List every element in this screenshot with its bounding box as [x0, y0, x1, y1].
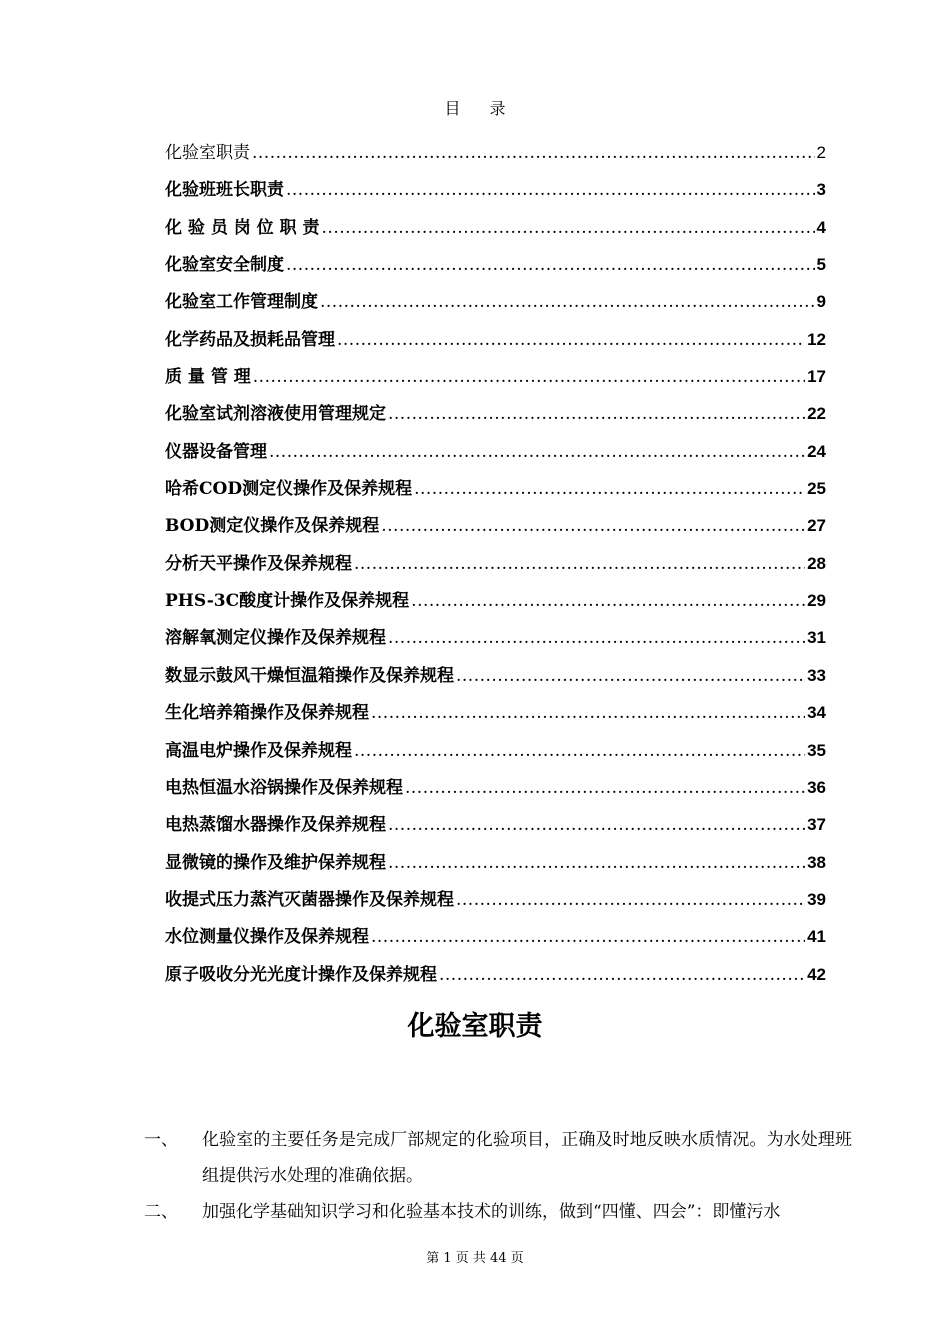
table-of-contents: [165, 134, 826, 993]
duty-number: 一、: [144, 1130, 178, 1150]
toc-entry-label: 电热蒸馏水器操作及保养规程: [165, 815, 386, 836]
toc-entry[interactable]: [165, 209, 826, 246]
section-heading: 化验室职责: [407, 1011, 543, 1042]
toc-entry-page: 27: [807, 516, 826, 536]
toc-entry-page: 29: [807, 591, 826, 611]
toc-entry[interactable]: [165, 470, 826, 507]
toc-leader-dots: [388, 845, 805, 882]
toc-leader-dots: [371, 919, 805, 956]
duty-text: 化验室的主要任务是完成厂部规定的化验项目，正确及时地反映水质情况。为水处理班组提供污水处理的准确依据。: [202, 1130, 852, 1186]
toc-leader-dots: [354, 733, 805, 770]
toc-entry[interactable]: [165, 844, 826, 881]
toc-entry-page: 12: [807, 329, 826, 349]
toc-entry-page: 24: [807, 441, 826, 461]
toc-entry-label: 电热恒温水浴锅操作及保养规程: [165, 777, 403, 798]
duty-text: 加强化学基础知识学习和化验基本技术的训练，做到“四懂、四会”：即懂污水: [202, 1202, 781, 1222]
duty-item: [140, 1194, 852, 1230]
toc-entry-page: 22: [807, 404, 826, 424]
toc-entry-label: 化 验 员 岗 位 职 责: [165, 217, 320, 238]
toc-entry-page: 41: [807, 927, 826, 947]
toc-entry-label: 化验室安全制度: [165, 255, 284, 276]
toc-leader-dots: [456, 882, 805, 919]
toc-leader-dots: [252, 135, 815, 172]
toc-entry[interactable]: [165, 881, 826, 918]
toc-entry-label: 溶解氧测定仪操作及保养规程: [165, 628, 386, 649]
toc-leader-dots: [381, 508, 805, 545]
toc-entry-page: 39: [807, 889, 826, 909]
toc-leader-dots: [414, 471, 805, 508]
toc-leader-dots: [286, 172, 815, 209]
toc-entry-label: 化学药品及损耗品管理: [165, 329, 335, 350]
toc-leader-dots: [456, 658, 805, 695]
toc-entry-page: 3: [816, 180, 826, 200]
toc-entry[interactable]: [165, 918, 826, 955]
toc-entry-page: 17: [807, 367, 826, 387]
toc-title: 目 录: [444, 99, 518, 118]
toc-entry-label: 化验室试剂溶液使用管理规定: [165, 404, 386, 425]
toc-entry-page: 31: [807, 628, 826, 648]
toc-entry-page: 2: [816, 143, 826, 162]
toc-entry[interactable]: [165, 283, 826, 320]
toc-entry-label: 水位测量仪操作及保养规程: [165, 927, 369, 948]
toc-entry-label: 数显示鼓风干燥恒温箱操作及保养规程: [165, 665, 454, 686]
toc-entry-label: 化验室工作管理制度: [165, 292, 318, 313]
toc-leader-dots: [322, 210, 815, 247]
toc-entry[interactable]: [165, 545, 826, 582]
toc-entry[interactable]: [165, 433, 826, 470]
toc-entry[interactable]: [165, 395, 826, 432]
toc-entry-label: 收提式压力蒸汽灭菌器操作及保养规程: [165, 889, 454, 910]
toc-leader-dots: [371, 695, 805, 732]
toc-entry[interactable]: [165, 507, 826, 544]
toc-leader-dots: [253, 359, 805, 396]
toc-leader-dots: [411, 583, 805, 620]
toc-entry-label: 原子吸收分光光度计操作及保养规程: [165, 964, 437, 985]
toc-leader-dots: [269, 434, 805, 471]
toc-entry-label: 哈希COD测定仪操作及保养规程: [165, 479, 413, 500]
toc-entry-page: 36: [807, 777, 826, 797]
toc-entry[interactable]: [165, 134, 826, 171]
toc-entry-page: 38: [807, 852, 826, 872]
toc-entry[interactable]: [165, 769, 826, 806]
toc-entry-label: 显微镜的操作及维护保养规程: [165, 852, 386, 873]
toc-entry[interactable]: [165, 321, 826, 358]
toc-entry-label: BOD测定仪操作及保养规程: [165, 516, 380, 537]
toc-leader-dots: [354, 546, 805, 583]
toc-entry-label: 质 量 管 理: [165, 367, 251, 388]
toc-leader-dots: [439, 957, 805, 994]
toc-entry-page: 33: [807, 665, 826, 685]
toc-entry-label: 化验室职责: [165, 143, 250, 163]
toc-entry-page: 37: [807, 815, 826, 835]
toc-entry[interactable]: [165, 358, 826, 395]
duty-number: 二、: [144, 1202, 178, 1222]
toc-entry-page: 5: [816, 255, 826, 275]
toc-entry[interactable]: [165, 694, 826, 731]
toc-entry-label: 生化培养箱操作及保养规程: [165, 703, 369, 724]
toc-leader-dots: [337, 322, 805, 359]
toc-entry-label: 分析天平操作及保养规程: [165, 553, 352, 574]
toc-leader-dots: [320, 284, 815, 321]
toc-leader-dots: [286, 247, 815, 284]
toc-leader-dots: [388, 807, 805, 844]
toc-entry-label: PHS-3C酸度计操作及保养规程: [165, 591, 410, 612]
duty-list: [140, 1122, 852, 1230]
toc-entry-page: 34: [807, 703, 826, 723]
toc-leader-dots: [388, 620, 805, 657]
toc-entry[interactable]: [165, 732, 826, 769]
toc-entry[interactable]: [165, 657, 826, 694]
toc-entry[interactable]: [165, 582, 826, 619]
toc-entry-label: 高温电炉操作及保养规程: [165, 740, 352, 761]
toc-entry[interactable]: [165, 806, 826, 843]
toc-entry-page: 35: [807, 740, 826, 760]
toc-entry-page: 42: [807, 964, 826, 984]
toc-entry-label: 化验班班长职责: [165, 180, 284, 201]
toc-entry[interactable]: [165, 956, 826, 993]
toc-entry[interactable]: [165, 619, 826, 656]
toc-entry[interactable]: [165, 246, 826, 283]
toc-entry-page: 25: [807, 479, 826, 499]
toc-entry-page: 28: [807, 553, 826, 573]
toc-leader-dots: [388, 396, 805, 433]
toc-leader-dots: [405, 770, 805, 807]
toc-entry-label: 仪器设备管理: [165, 441, 267, 462]
toc-entry-page: 4: [816, 217, 826, 237]
page-footer: 第 1 页 共 44 页: [426, 1251, 524, 1266]
toc-entry[interactable]: [165, 171, 826, 208]
duty-item: [140, 1122, 852, 1194]
toc-entry-page: 9: [816, 292, 826, 312]
